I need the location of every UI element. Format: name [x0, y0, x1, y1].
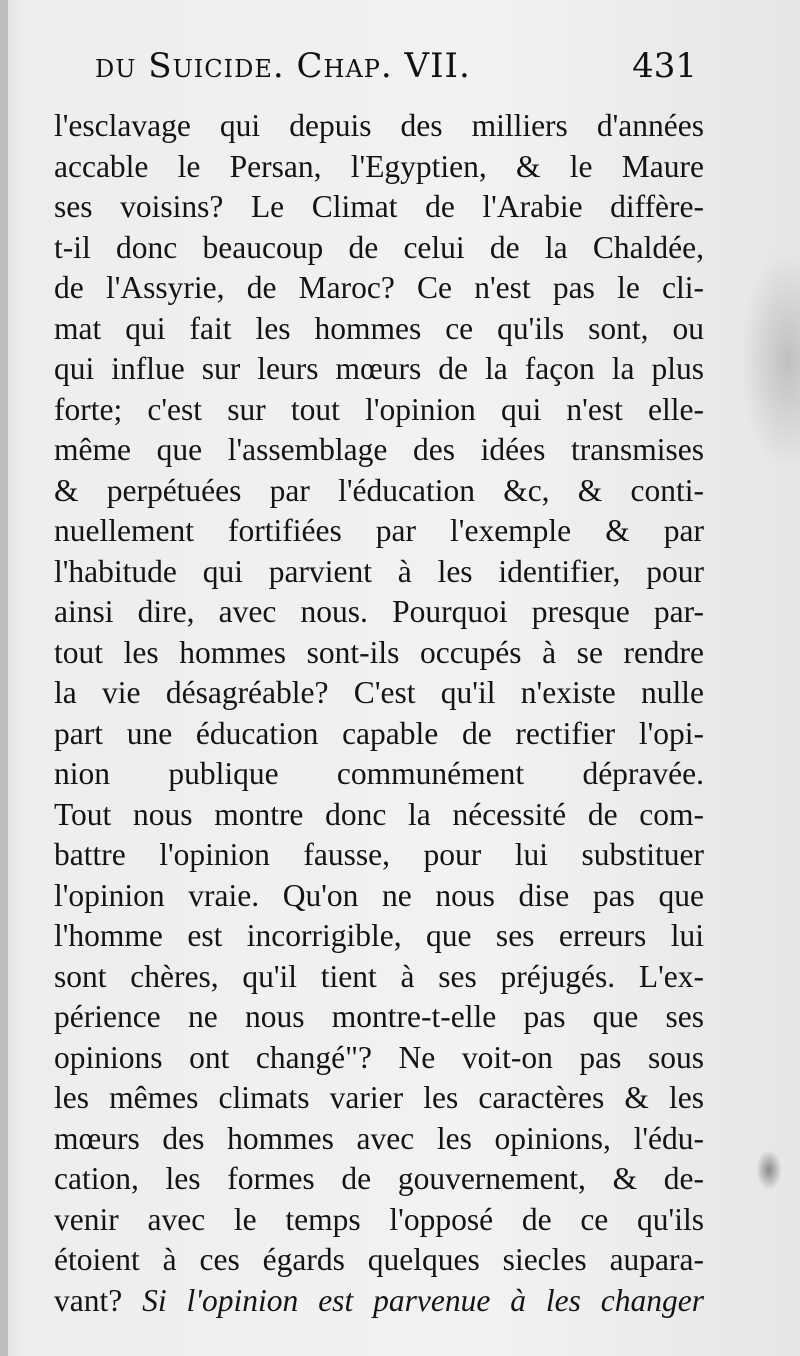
ink-blot	[756, 1150, 782, 1190]
text-line: l'habitude qui parvient à les identifier, pour	[54, 553, 704, 589]
text-line: l'homme est incorrigible, que ses erreurs lui	[54, 918, 704, 953]
text-line: cation, les formes de gouvernement, & de-	[54, 1161, 704, 1196]
final-line-roman: vant?	[54, 1282, 123, 1318]
paper-stain	[740, 250, 800, 470]
text-line: nuellement fortifiées par l'exemple & par	[54, 513, 704, 548]
text-line: & perpétuées par l'éducation &c, & conti-	[54, 472, 704, 508]
final-line-italic: Si l'opinion est parvenue à les changer	[142, 1282, 705, 1318]
text-line: battre l'opinion fausse, pour lui substituer	[54, 837, 704, 872]
text-line: forte; c'est sur tout l'opinion qui n'est elle-	[54, 391, 704, 427]
text-line: nion publique communément dépravée.	[54, 756, 704, 791]
text-line: de l'Assyrie, de Maroc? Ce n'est pas le cli-	[54, 270, 704, 305]
text-line: périence ne nous montre-t-elle pas que ses	[54, 999, 704, 1034]
text-line: t-il donc beaucoup de celui de la Chaldée,	[54, 229, 704, 265]
running-title: du Suicide. Chap. VII.	[95, 46, 471, 86]
page-header	[95, 40, 715, 100]
page-gutter-edge	[0, 0, 8, 1356]
page-number: 431	[632, 46, 697, 86]
text-line: l'esclavage qui depuis des milliers d'années	[54, 108, 704, 143]
body-text	[54, 106, 704, 1321]
text-line: venir avec le temps l'opposé de ce qu'ils	[54, 1201, 704, 1237]
text-line: l'opinion vraie. Qu'on ne nous dise pas que	[54, 877, 704, 913]
text-line: ainsi dire, avec nous. Pourquoi presque par-	[54, 594, 704, 629]
text-line: les mêmes climats varier les caractères & les	[54, 1080, 704, 1115]
text-line: qui influe sur leurs mœurs de la façon la plus	[54, 351, 704, 386]
final-text-line	[54, 1281, 704, 1322]
text-line: part une éducation capable de rectifier l'opi-	[54, 715, 704, 751]
text-line: étoient à ces égards quelques siecles aupara-	[54, 1242, 704, 1277]
text-line: accable le Persan, l'Egyptien, & le Maure	[54, 148, 704, 184]
text-line: mœurs des hommes avec les opinions, l'édu-	[54, 1120, 704, 1156]
text-line: Tout nous montre donc la nécessité de com-	[54, 796, 704, 832]
text-line: mat qui fait les hommes ce qu'ils sont, ou	[54, 310, 704, 346]
text-line: ses voisins? Le Climat de l'Arabie diffère-	[54, 189, 704, 224]
text-line: opinions ont changé"? Ne voit-on pas sous	[54, 1039, 704, 1075]
text-line: sont chères, qu'il tient à ses préjugés. L'ex-	[54, 958, 704, 994]
text-line: même que l'assemblage des idées transmises	[54, 432, 704, 467]
text-line: la vie désagréable? C'est qu'il n'existe nulle	[54, 675, 704, 710]
text-line: tout les hommes sont-ils occupés à se rendre	[54, 634, 704, 670]
